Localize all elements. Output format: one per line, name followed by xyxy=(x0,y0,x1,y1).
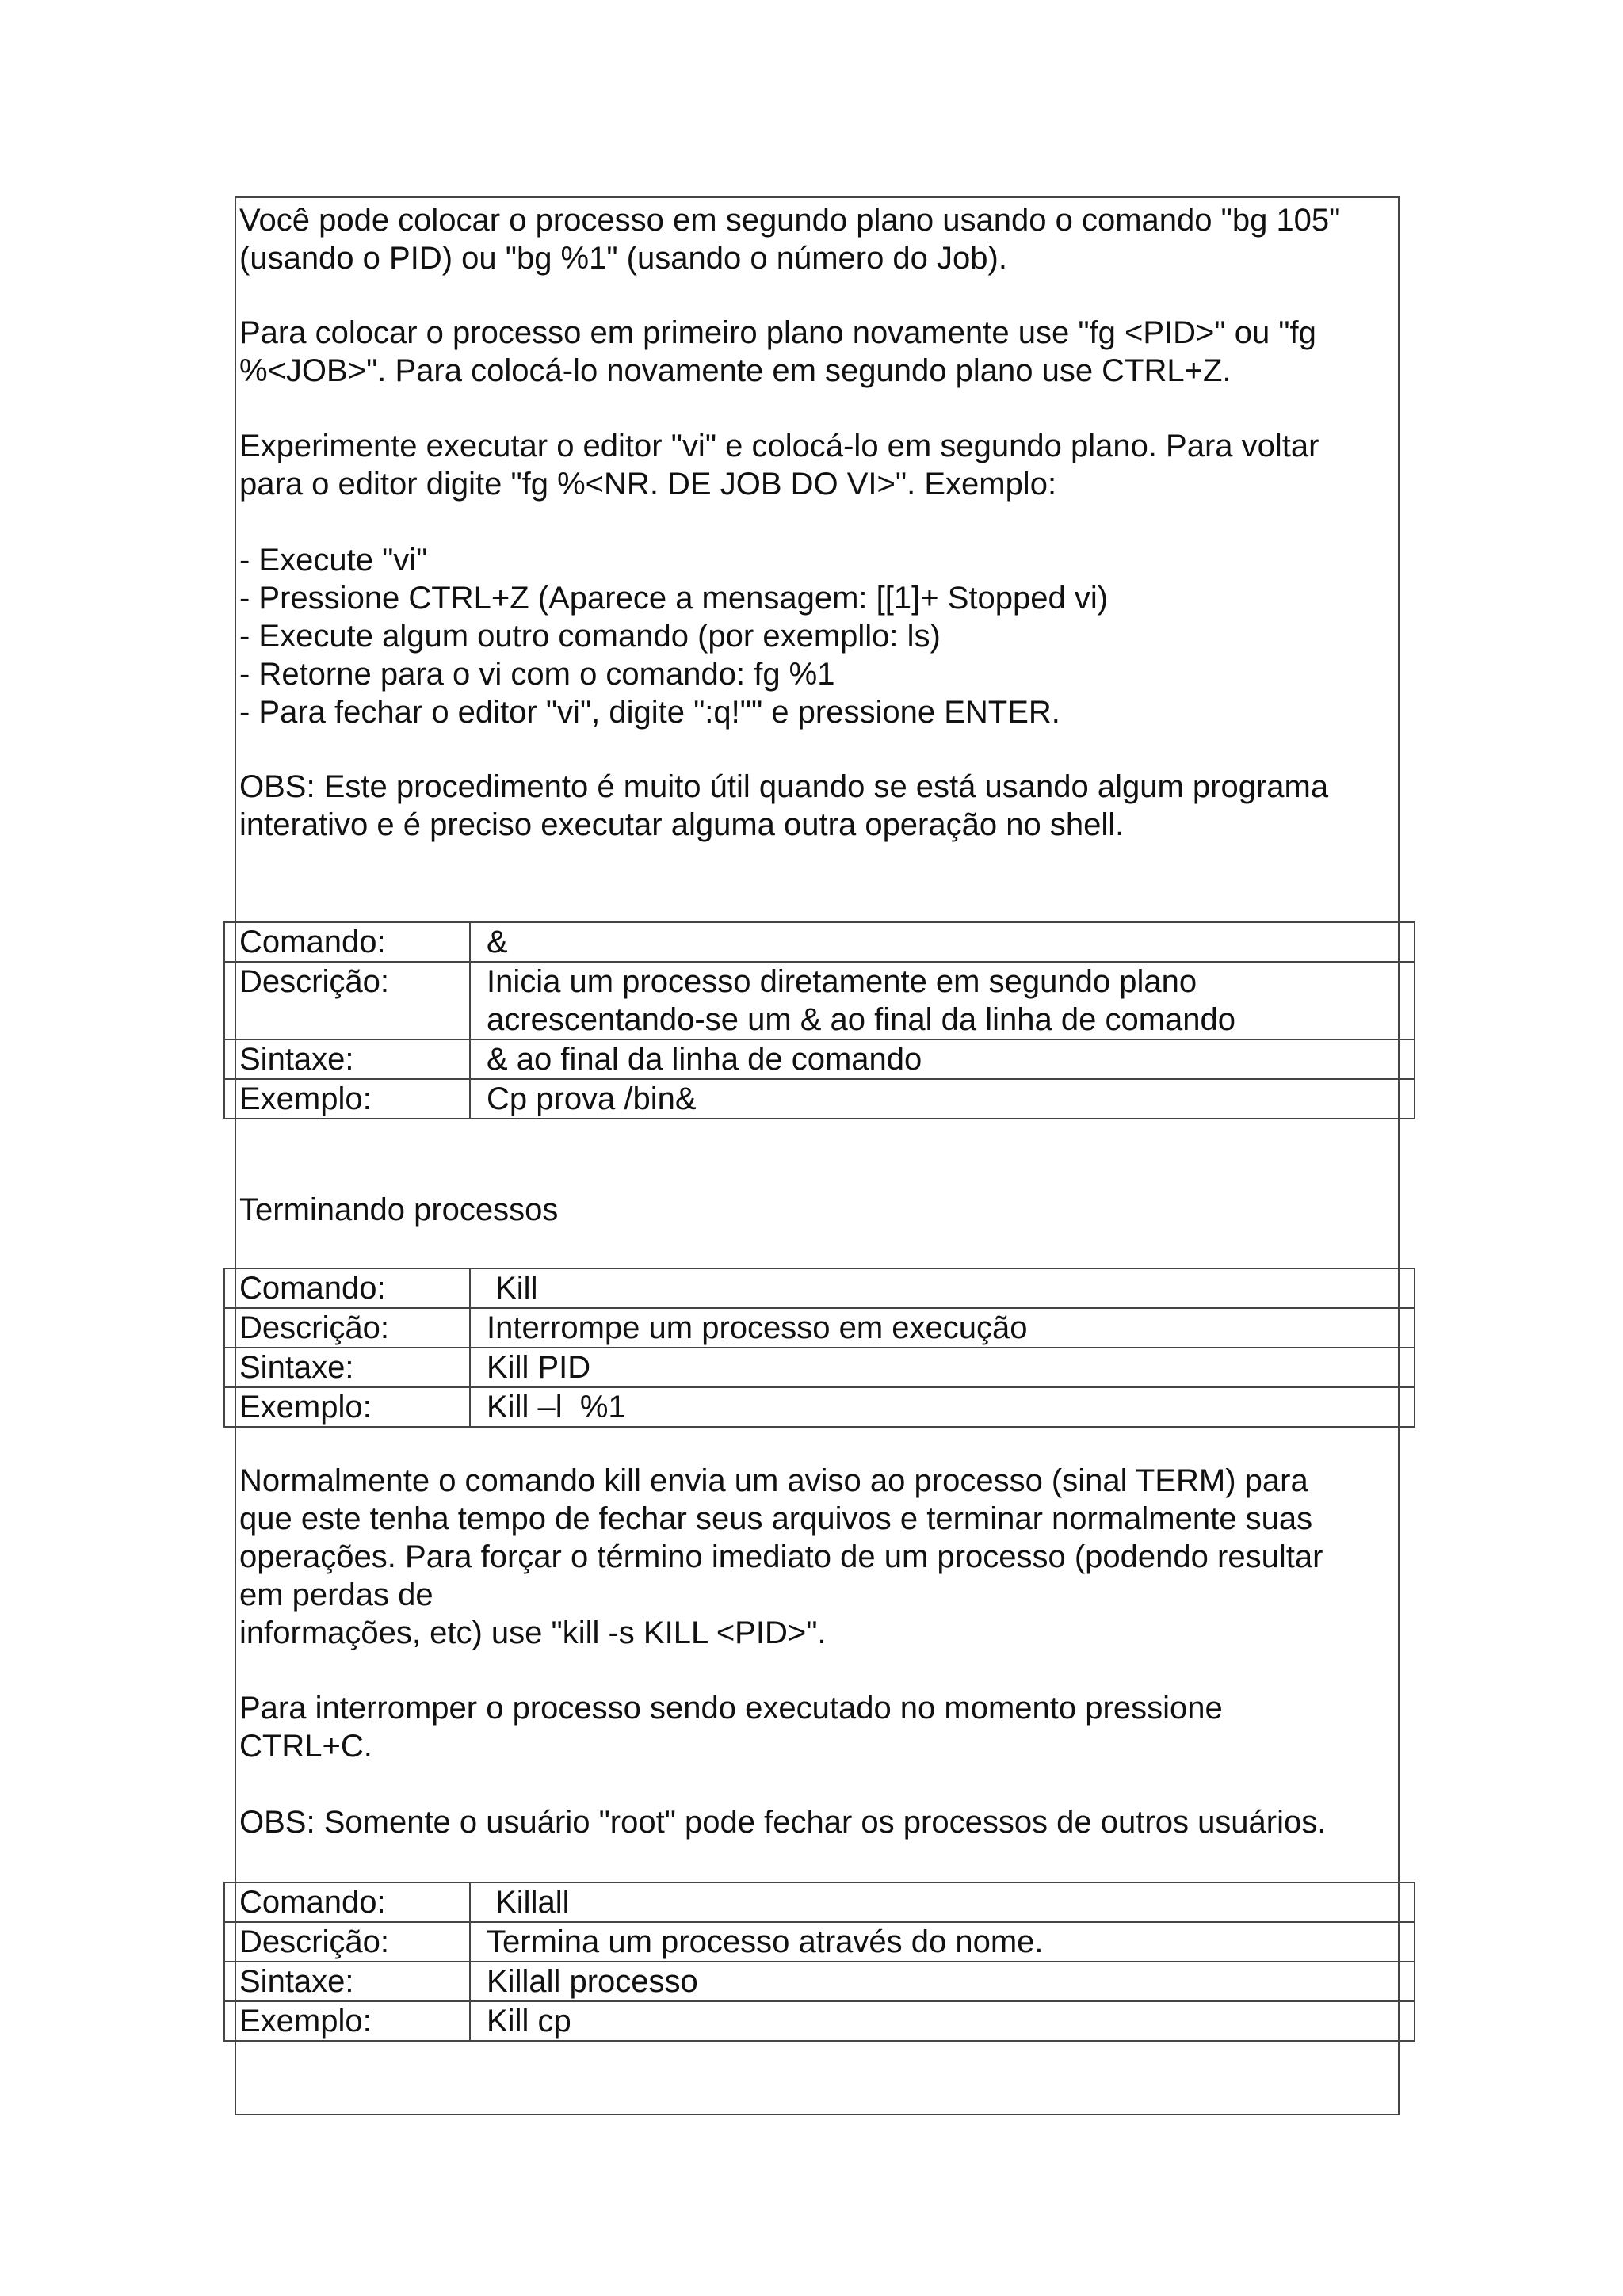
table-row xyxy=(224,2001,1415,2041)
kill-notes-paragraph-1 xyxy=(239,1462,1388,1652)
value-line: & xyxy=(487,925,508,959)
obs-paragraph xyxy=(239,768,1388,844)
text-line: que este tenha tempo de fechar seus arquivos e terminar normalmente suas xyxy=(239,1501,1313,1536)
row-label: Sintaxe: xyxy=(224,1348,470,1387)
text-line: Normalmente o comando kill envia um aviso ao processo (sinal TERM) para xyxy=(239,1463,1308,1498)
text-line: (usando o PID) ou "bg %1" (usando o número do Job). xyxy=(239,241,1007,276)
text-line: CTRL+C. xyxy=(239,1729,372,1764)
row-label: Exemplo: xyxy=(224,1079,470,1119)
value-line: acrescentando-se um & ao final da linha de comando xyxy=(487,1002,1236,1037)
row-value xyxy=(470,1308,1415,1348)
list-item: - Execute "vi" xyxy=(239,543,428,578)
table-row xyxy=(224,1079,1415,1119)
text-line: OBS: Somente o usuário "root" pode fechar os processos de outros usuários. xyxy=(239,1805,1327,1840)
value-line: Kill xyxy=(487,1271,538,1306)
text-line: Para interromper o processo sendo executado no momento pressione xyxy=(239,1691,1223,1726)
value-line: Kill cp xyxy=(487,2004,571,2039)
row-label: Comando: xyxy=(224,922,470,962)
command-table-ampersand xyxy=(223,921,1415,1119)
intro-paragraph-2 xyxy=(239,314,1388,390)
value-line: Interrompe um processo em execução xyxy=(487,1310,1028,1345)
table-row xyxy=(224,1922,1415,1962)
command-table-kill xyxy=(223,1268,1415,1428)
text-line: interativo e é preciso executar alguma outra operação no shell. xyxy=(239,807,1125,842)
row-value xyxy=(470,1882,1415,1922)
row-label: Descrição: xyxy=(224,1308,470,1348)
row-label: Sintaxe: xyxy=(224,1962,470,2001)
value-line: Cp prova /bin& xyxy=(487,1081,697,1116)
row-label: Exemplo: xyxy=(224,1387,470,1427)
text-line: em perdas de xyxy=(239,1577,433,1612)
row-label: Descrição: xyxy=(224,962,470,1039)
value-line: Killall processo xyxy=(487,1964,698,1999)
intro-paragraph-3 xyxy=(239,427,1388,503)
row-label: Descrição: xyxy=(224,1922,470,1962)
text-line: operações. Para forçar o término imediato de um processo (podendo resultar xyxy=(239,1539,1323,1574)
table-row xyxy=(224,1882,1415,1922)
value-line: Inicia um processo diretamente em segundo plano xyxy=(487,964,1197,999)
section-title-text: Terminando processos xyxy=(239,1192,559,1227)
list-item: - Retorne para o vi com o comando: fg %1 xyxy=(239,657,835,692)
value-line: Termina um processo através do nome. xyxy=(487,1924,1044,1959)
section-title xyxy=(239,1191,1388,1229)
row-label: Sintaxe: xyxy=(224,1039,470,1079)
list-item: - Para fechar o editor "vi", digite ":q!"" e pressione ENTER. xyxy=(239,695,1060,730)
row-value xyxy=(470,1962,1415,2001)
row-label: Comando: xyxy=(224,1268,470,1308)
row-label: Comando: xyxy=(224,1882,470,1922)
table-row xyxy=(224,1308,1415,1348)
list-item: - Pressione CTRL+Z (Aparece a mensagem: [[1]+ Stopped vi) xyxy=(239,581,1109,616)
row-value xyxy=(470,962,1415,1039)
row-value xyxy=(470,1922,1415,1962)
row-value xyxy=(470,2001,1415,2041)
kill-notes-obs xyxy=(239,1803,1388,1841)
table-row xyxy=(224,1962,1415,2001)
text-line: Experimente executar o editor "vi" e colocá-lo em segundo plano. Para voltar xyxy=(239,429,1319,463)
table-row xyxy=(224,922,1415,962)
row-value xyxy=(470,1348,1415,1387)
text-line: Você pode colocar o processo em segundo plano usando o comando "bg 105" xyxy=(239,203,1341,238)
row-label: Exemplo: xyxy=(224,2001,470,2041)
text-line: OBS: Este procedimento é muito útil quando se está usando algum programa xyxy=(239,769,1329,804)
value-line: Kill PID xyxy=(487,1350,591,1385)
list-item: - Execute algum outro comando (por exempllo: ls) xyxy=(239,619,941,654)
value-line: Killall xyxy=(487,1885,570,1920)
vi-steps-list xyxy=(239,541,1388,731)
command-table-killall xyxy=(223,1882,1415,2042)
value-line: & ao final da linha de comando xyxy=(487,1042,922,1077)
intro-paragraph-1 xyxy=(239,201,1388,277)
row-value xyxy=(470,1079,1415,1119)
row-value xyxy=(470,1268,1415,1308)
row-value xyxy=(470,1387,1415,1427)
table-row xyxy=(224,1039,1415,1079)
row-value xyxy=(470,1039,1415,1079)
text-line: %<JOB>". Para colocá-lo novamente em segundo plano use CTRL+Z. xyxy=(239,353,1232,388)
table-row xyxy=(224,962,1415,1039)
text-line: Para colocar o processo em primeiro plano novamente use "fg <PID>" ou "fg xyxy=(239,315,1316,350)
text-line: para o editor digite "fg %<NR. DE JOB DO VI>". Exemplo: xyxy=(239,467,1057,502)
value-line: Kill –l %1 xyxy=(487,1390,626,1425)
table-row xyxy=(224,1268,1415,1308)
row-value xyxy=(470,922,1415,962)
text-line: informações, etc) use "kill -s KILL <PID>". xyxy=(239,1615,827,1650)
table-row xyxy=(224,1348,1415,1387)
table-row xyxy=(224,1387,1415,1427)
kill-notes-paragraph-2 xyxy=(239,1689,1388,1765)
